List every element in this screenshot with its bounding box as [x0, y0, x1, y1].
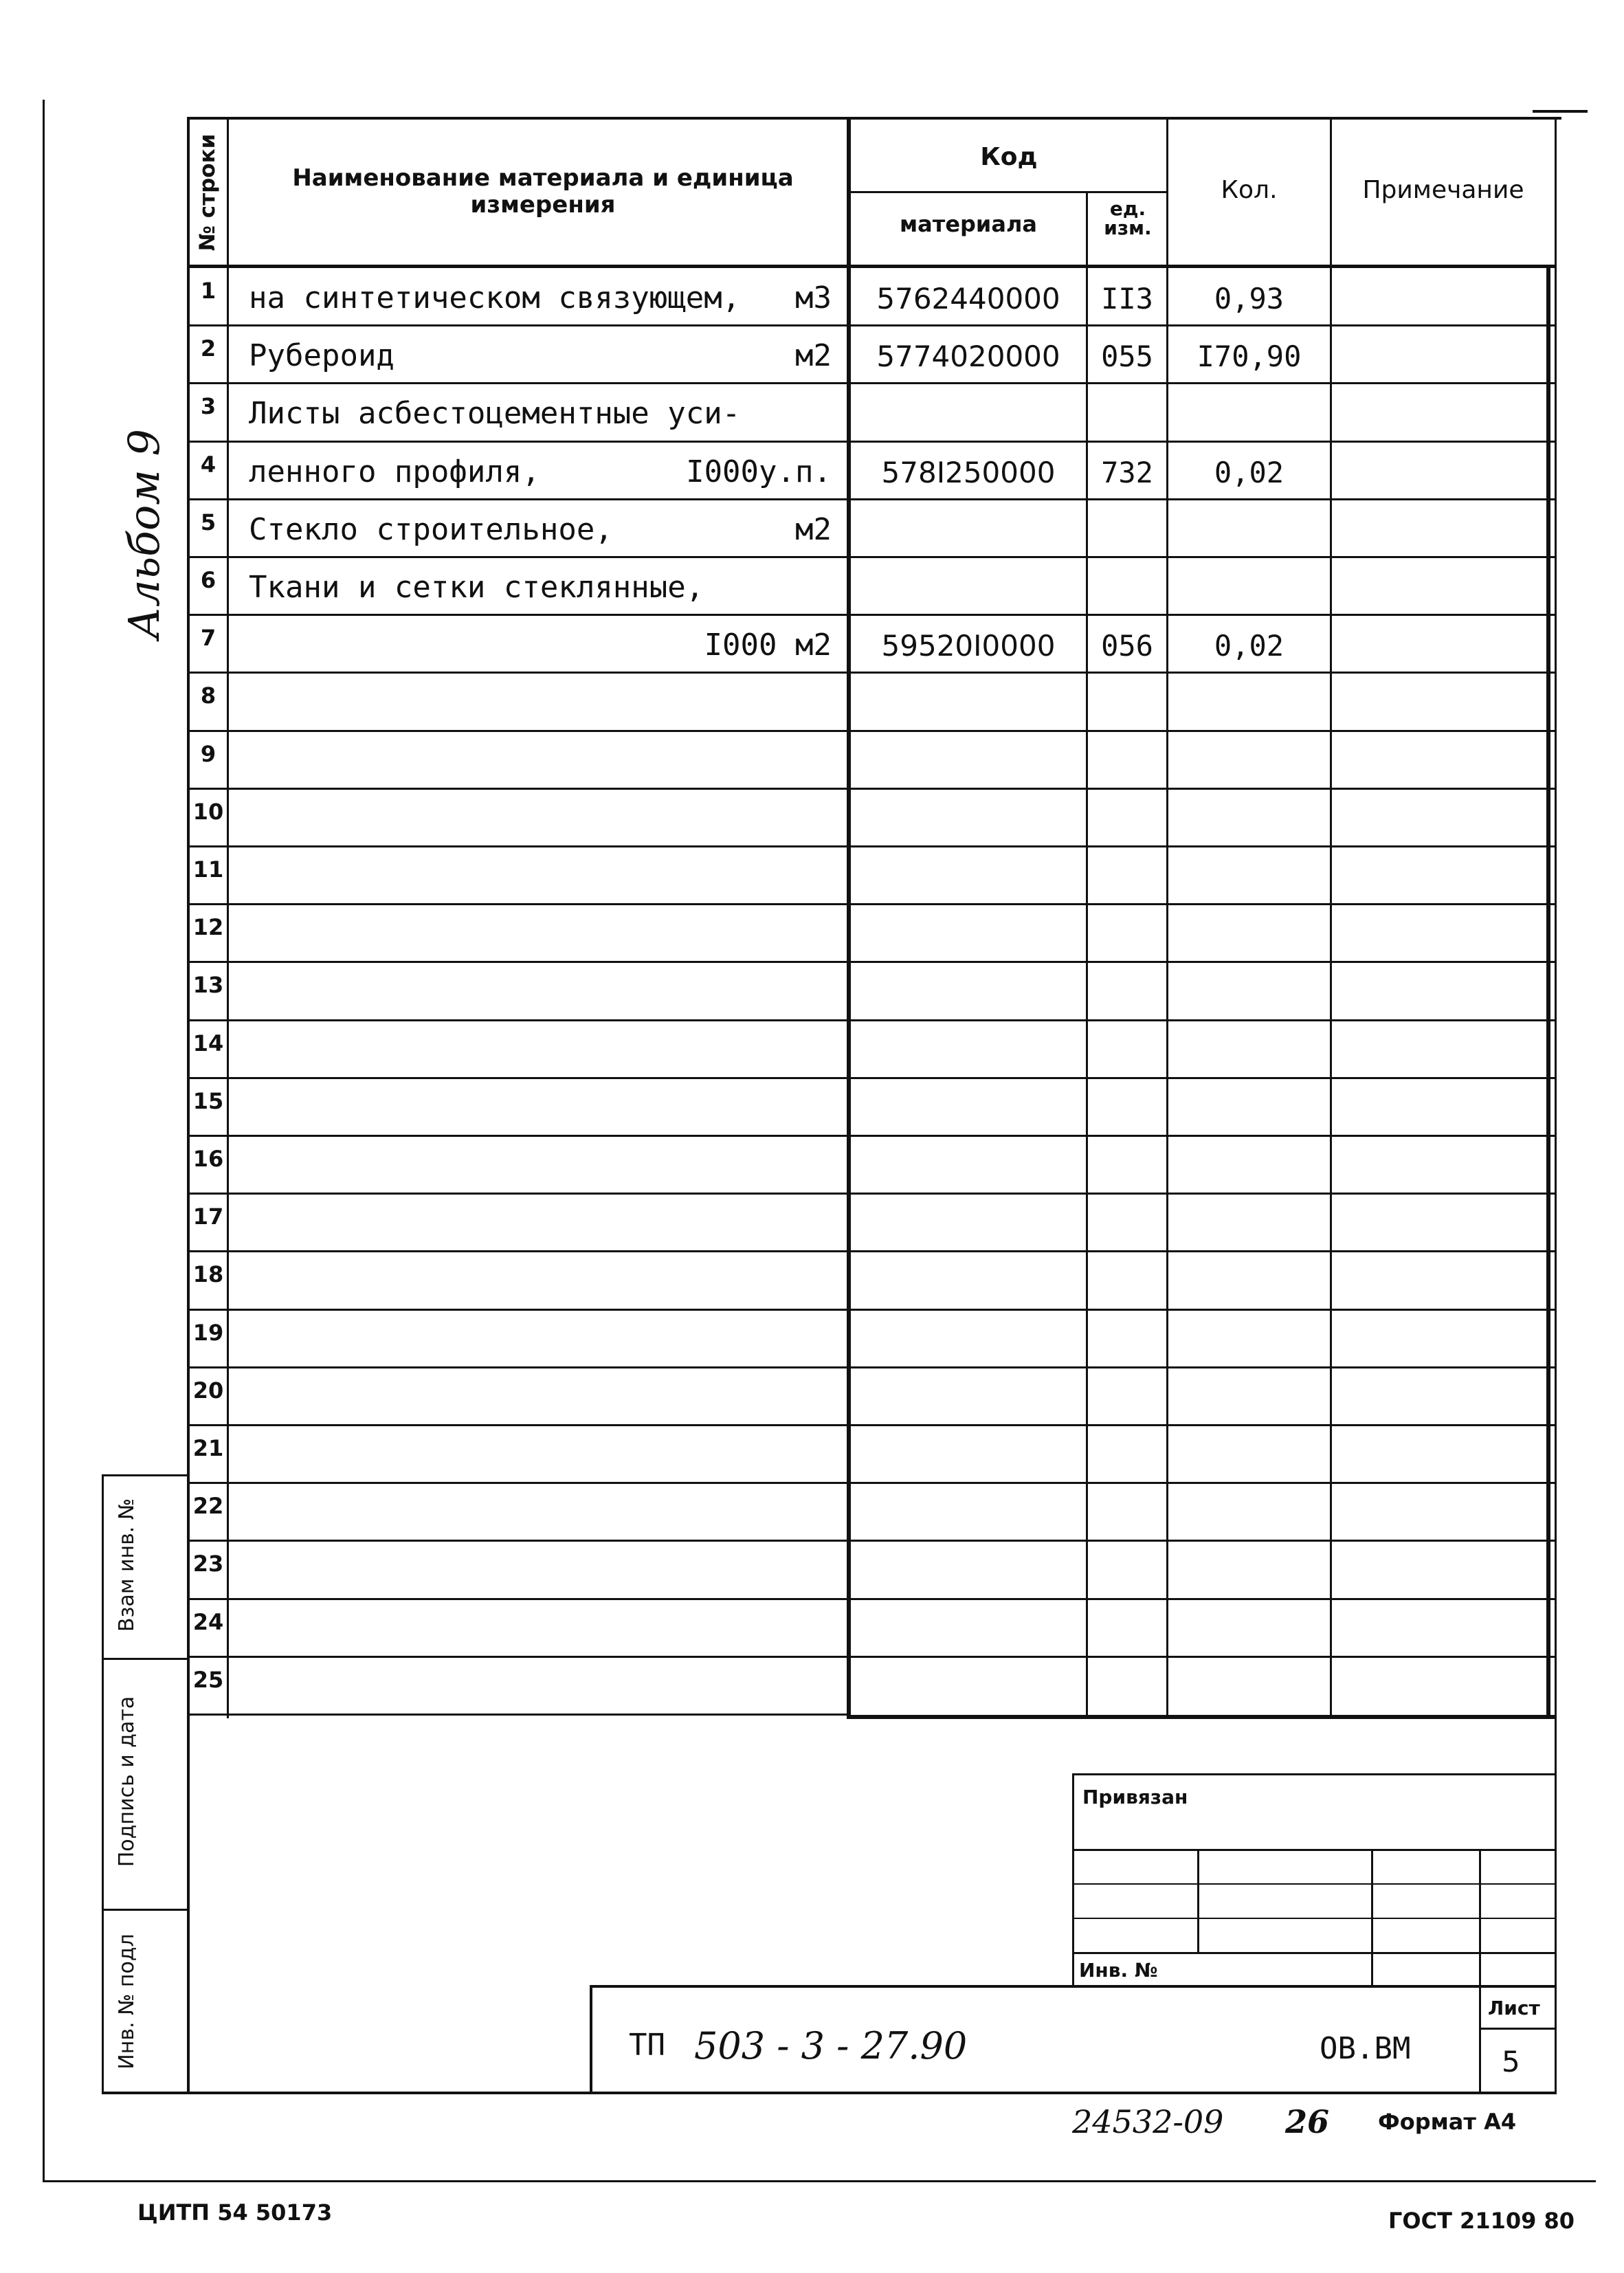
row-number: 8: [200, 683, 216, 709]
row-number: 17: [192, 1204, 224, 1230]
row-number: 14: [192, 1030, 224, 1056]
frame-left-line: [43, 100, 45, 2182]
row-number: 9: [200, 740, 216, 767]
unit-code: 056: [1101, 629, 1153, 663]
header-bottom-line: [187, 265, 1555, 268]
stamp-podpis-data: Подпись и дата: [115, 1696, 139, 1867]
row-number: 20: [192, 1377, 224, 1404]
header-code: Код: [980, 143, 1038, 171]
material-name: на синтетическом связующем,: [249, 280, 741, 315]
footer-left: ЦИТП 54 50173: [137, 2199, 333, 2226]
quantity: I70,90: [1197, 340, 1302, 374]
row-number: 5: [200, 509, 216, 535]
frame-bottom-line: [43, 2180, 1596, 2182]
material-unit: I000у.п.: [686, 454, 832, 489]
quantity: 0,02: [1214, 629, 1284, 663]
unit-code: II3: [1101, 282, 1153, 315]
header-unit: ед. изм.: [1104, 197, 1152, 239]
material-code: 578I250000: [881, 455, 1056, 489]
album-note: Альбом 9: [119, 429, 169, 639]
row-number: 12: [192, 914, 224, 941]
header-note: Примечание: [1362, 176, 1524, 204]
archive-number: 24532-09: [1072, 2103, 1224, 2140]
doc-code: ОВ.ВМ: [1320, 2031, 1411, 2066]
unit-code: 055: [1101, 340, 1153, 374]
code-sub-line: [847, 191, 1168, 193]
col-line-left: [187, 117, 190, 2094]
material-unit: м2: [795, 511, 832, 547]
table-bottom-line: [847, 1715, 1555, 1719]
quantity: 0,93: [1214, 282, 1284, 315]
material-code: 5774020000: [876, 340, 1060, 374]
inv-no-label: Инв. №: [1079, 1959, 1158, 1982]
row-number: 4: [200, 451, 216, 478]
material-code: 5762440000: [876, 282, 1060, 315]
col-line-note: [1330, 117, 1332, 1718]
material-unit: м2: [795, 338, 832, 374]
col-line-right: [1555, 117, 1557, 2094]
format-label: Формат А4: [1378, 2109, 1517, 2135]
row-number: 16: [192, 1146, 224, 1172]
row-number: 10: [192, 798, 224, 825]
unit-code: 732: [1101, 455, 1153, 489]
row-number: 3: [200, 393, 216, 420]
material-unit: м3: [795, 280, 832, 315]
doc-number: 503 - 3 - 27.90: [694, 2024, 968, 2067]
header-material: материала: [900, 211, 1037, 237]
material-code: 59520I0000: [881, 629, 1056, 663]
footer-right: ГОСТ 21109 80: [1388, 2208, 1575, 2234]
col-line-right-inner: [1546, 265, 1550, 1718]
material-name: ленного профиля,: [249, 454, 540, 489]
header-qty: Кол.: [1221, 176, 1278, 204]
sheet-number: 5: [1502, 2045, 1520, 2078]
archive-sheet: 26: [1285, 2103, 1330, 2140]
row-number: 1: [200, 278, 216, 304]
row-number: 2: [200, 335, 216, 362]
row-number: 21: [192, 1435, 224, 1461]
row-number: 15: [192, 1087, 224, 1114]
material-name: Ткани и сетки стеклянные,: [249, 570, 704, 605]
material-unit: I000 м2: [704, 628, 832, 663]
row-number: 6: [200, 567, 216, 593]
table-top-line: [187, 117, 1561, 120]
stamp-inv-podl: Инв. № подл: [115, 1933, 139, 2070]
row-number: 11: [192, 856, 224, 883]
col-line-unit: [1086, 191, 1088, 1718]
quantity: 0,02: [1214, 455, 1284, 489]
col-line-rowno: [227, 117, 229, 1718]
header-name: Наименование материала и единица измерения: [292, 164, 794, 219]
material-name: Листы асбестоцементные уси-: [249, 396, 741, 432]
row-number: 13: [192, 972, 224, 999]
row-number: 7: [200, 625, 216, 652]
material-name: Стекло строительное,: [249, 511, 613, 547]
material-name: Рубероид: [249, 338, 394, 374]
row-number: 23: [192, 1551, 224, 1577]
row-number: 24: [192, 1608, 224, 1635]
sheet-label: Лист: [1488, 1997, 1540, 2019]
header-row-no: № строки: [195, 133, 220, 252]
row-number: 19: [192, 1319, 224, 1346]
doc-prefix: ТП: [629, 2028, 665, 2063]
stamp-vzam-inv: Взам инв. №: [115, 1498, 139, 1632]
row-number: 18: [192, 1261, 224, 1288]
row-number: 22: [192, 1493, 224, 1520]
privyazan-label: Привязан: [1082, 1786, 1188, 1808]
row-number: 25: [192, 1666, 224, 1693]
